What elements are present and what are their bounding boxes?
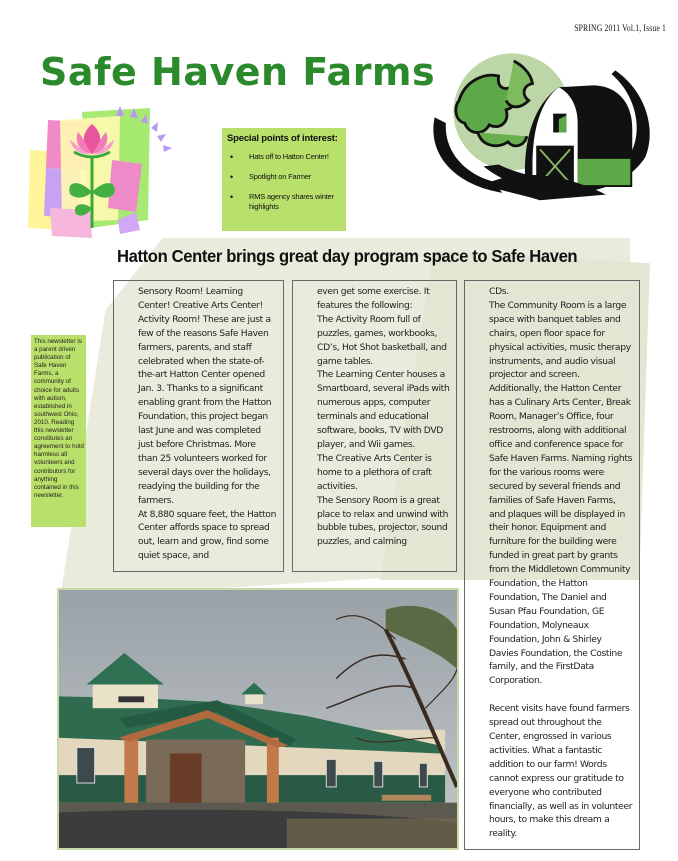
newsletter-title: Safe Haven Farms	[40, 50, 436, 94]
special-point-item: • RMS agency shares winter highlights	[227, 192, 341, 212]
article-paragraph: At 8,880 square feet, the Hatton Center affords space to spread out, learn and grow, find some quiet space, and	[138, 508, 277, 562]
article-paragraph: The Sensory Room is a great place to relax and unwind with bubble tubes, projector, sound puzzles, and calming	[317, 494, 449, 548]
issue-line: SPRING 2011 Vol.1, Issue 1	[574, 23, 666, 33]
article-column-2	[292, 280, 457, 572]
article-column-1	[113, 280, 284, 572]
newsletter-disclaimer: This newsletter is a parent driven publication of Safe Haven Farms, a community of choice for adults with autism, established in southwest Ohio, 2010. Reading this newsletter constitutes an agreement to hold harmless all volunteers and contributors for anything contained in this newsletter.	[31, 335, 86, 527]
article-headline: Hatton Center brings great day program space to Safe Haven	[117, 246, 578, 266]
article-paragraph: The Community Room is a large space with banquet tables and chairs, open floor space for physical activities, music therapy instruments, and audio visual projector and screen. Additionally, the Hatton Center has a Culinary Arts Center, Break Room, Manager’s Office, four restrooms, along with additional office and conference space for Safe Haven Farms. Naming rights for the various rooms were secured by several friends and families of Safe Haven Farms, and plaques will be displayed in their honor. Equipment and furniture for the building were funded in great part by grants from the Middletown Community Foundation, the Hatton Foundation, The Daniel and Susan Pfau Foundation, GE Foundation, Molyneaux Foundation, John & Shirley Davies Foundation, the Costine family, and the FirstData Corporation.	[489, 299, 633, 687]
barn-logo-icon	[422, 44, 658, 204]
article-paragraph: The Learning Center houses a Smartboard, several iPads with numerous apps, computer terminals and educational software, books, TV with DVD player, and Wii games.	[317, 369, 450, 450]
special-points-box	[222, 128, 346, 231]
article-paragraph: The Activity Room full of puzzles, games, workbooks, CD’s, Hot Shot basketball, and game tables.	[317, 313, 447, 367]
special-point-item: • Hats off to Hatton Center!	[227, 152, 341, 162]
article-closing-paragraph: Recent visits have found farmers spread out throughout the Center, engrossed in various activities. What a fantastic addition to our farm! Words cannot express our gratitude to everyone who contributed financially, as well as in volunteer hours, to make this dream a reality.	[489, 703, 633, 840]
article-paragraph: The Creative Arts Center is home to a plethora of craft activities.	[317, 452, 432, 492]
flower-clipart-icon	[20, 100, 180, 240]
hatton-center-photo	[57, 588, 459, 850]
article-paragraph: Sensory Room! Learning Center! Creative Arts Center! Activity Room! These are just a few of the reasons Safe Haven farmers, parents, and staff celebrated when the state-of-the-art Hatton Center opened Jan. 3. Thanks to a significant enabling grant from the Hatton Foundation, this project began last June and was completed just before Christmas. More than 25 volunteers worked for several days over the holidays, readying the building for the farmers.	[138, 286, 272, 506]
special-points-list	[227, 152, 341, 212]
special-points-title: Special points of interest:	[227, 133, 338, 144]
special-point-item: • Spotlight on Farmer	[227, 172, 341, 182]
article-column-3	[464, 280, 640, 850]
article-paragraph: even get some exercise. It features the following:	[317, 286, 430, 311]
article-paragraph: CDs.	[489, 286, 509, 297]
